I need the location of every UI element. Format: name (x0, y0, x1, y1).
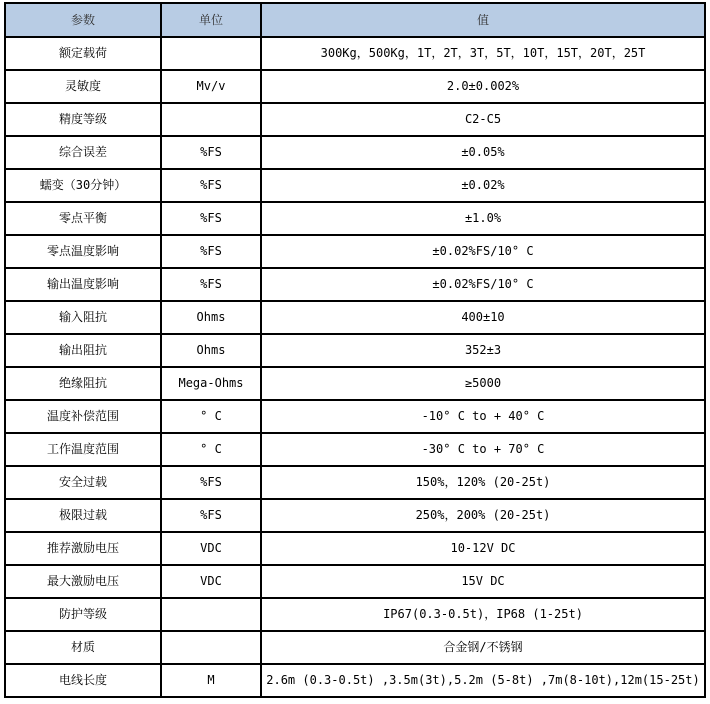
table-row (5, 334, 705, 367)
value-cell: ±0.02% (261, 169, 705, 202)
param-cell: 材质 (5, 631, 161, 664)
unit-cell (161, 631, 261, 664)
header-parameter: 参数 (5, 3, 161, 37)
unit-cell (161, 103, 261, 136)
unit-cell: M (161, 664, 261, 697)
unit-cell: VDC (161, 565, 261, 598)
table-row (5, 103, 705, 136)
header-unit: 单位 (161, 3, 261, 37)
table-row (5, 664, 705, 697)
unit-cell: ° C (161, 400, 261, 433)
param-cell: 温度补偿范围 (5, 400, 161, 433)
param-cell: 极限过载 (5, 499, 161, 532)
value-cell: 352±3 (261, 334, 705, 367)
param-cell: 精度等级 (5, 103, 161, 136)
value-cell: 2.6m (0.3-0.5t) ,3.5m(3t),5.2m (5-8t) ,7m(8-10t),12m(15-25t) (261, 664, 705, 697)
table-row (5, 532, 705, 565)
value-cell: 150%，120% (20-25t) (261, 466, 705, 499)
spec-table-body (5, 37, 705, 697)
header-row (5, 3, 705, 37)
value-cell: ±0.05% (261, 136, 705, 169)
unit-cell: ° C (161, 433, 261, 466)
value-cell: 15V DC (261, 565, 705, 598)
table-row (5, 136, 705, 169)
param-cell: 绝缘阻抗 (5, 367, 161, 400)
value-cell: ±1.0% (261, 202, 705, 235)
table-row (5, 70, 705, 103)
param-cell: 最大激励电压 (5, 565, 161, 598)
value-cell: 合金钢/不锈钢 (261, 631, 705, 664)
param-cell: 额定载荷 (5, 37, 161, 70)
value-cell: IP67(0.3-0.5t)，IP68 (1-25t) (261, 598, 705, 631)
param-cell: 输出温度影响 (5, 268, 161, 301)
param-cell: 防护等级 (5, 598, 161, 631)
param-cell: 灵敏度 (5, 70, 161, 103)
value-cell: ±0.02%FS/10° C (261, 268, 705, 301)
table-row (5, 631, 705, 664)
param-cell: 安全过载 (5, 466, 161, 499)
param-cell: 输入阻抗 (5, 301, 161, 334)
param-cell: 综合误差 (5, 136, 161, 169)
unit-cell (161, 37, 261, 70)
table-row (5, 598, 705, 631)
value-cell: 250%，200% (20-25t) (261, 499, 705, 532)
value-cell: ±0.02%FS/10° C (261, 235, 705, 268)
param-cell: 零点温度影响 (5, 235, 161, 268)
table-row (5, 367, 705, 400)
table-header (5, 3, 705, 37)
param-cell: 电线长度 (5, 664, 161, 697)
value-cell: -10° C to + 40° C (261, 400, 705, 433)
header-value: 值 (261, 3, 705, 37)
param-cell: 零点平衡 (5, 202, 161, 235)
table-row (5, 466, 705, 499)
unit-cell: %FS (161, 202, 261, 235)
param-cell: 输出阻抗 (5, 334, 161, 367)
unit-cell: %FS (161, 136, 261, 169)
value-cell: 400±10 (261, 301, 705, 334)
table-row (5, 268, 705, 301)
value-cell: 300Kg，500Kg，1T，2T，3T，5T，10T，15T，20T，25T (261, 37, 705, 70)
value-cell: C2-C5 (261, 103, 705, 136)
value-cell: -30° C to + 70° C (261, 433, 705, 466)
value-cell: ≥5000 (261, 367, 705, 400)
unit-cell: %FS (161, 235, 261, 268)
unit-cell: %FS (161, 499, 261, 532)
unit-cell: VDC (161, 532, 261, 565)
table-row (5, 37, 705, 70)
table-row (5, 169, 705, 202)
unit-cell: %FS (161, 268, 261, 301)
unit-cell: Ohms (161, 301, 261, 334)
table-row (5, 433, 705, 466)
unit-cell: Mv/v (161, 70, 261, 103)
table-row (5, 301, 705, 334)
unit-cell: %FS (161, 466, 261, 499)
table-row (5, 202, 705, 235)
unit-cell: Ohms (161, 334, 261, 367)
table-row (5, 499, 705, 532)
table-row (5, 565, 705, 598)
value-cell: 10-12V DC (261, 532, 705, 565)
specification-table (4, 2, 706, 698)
unit-cell (161, 598, 261, 631)
unit-cell: %FS (161, 169, 261, 202)
param-cell: 蠕变（30分钟） (5, 169, 161, 202)
value-cell: 2.0±0.002% (261, 70, 705, 103)
unit-cell: Mega-Ohms (161, 367, 261, 400)
param-cell: 工作温度范围 (5, 433, 161, 466)
table-row (5, 400, 705, 433)
table-row (5, 235, 705, 268)
param-cell: 推荐激励电压 (5, 532, 161, 565)
